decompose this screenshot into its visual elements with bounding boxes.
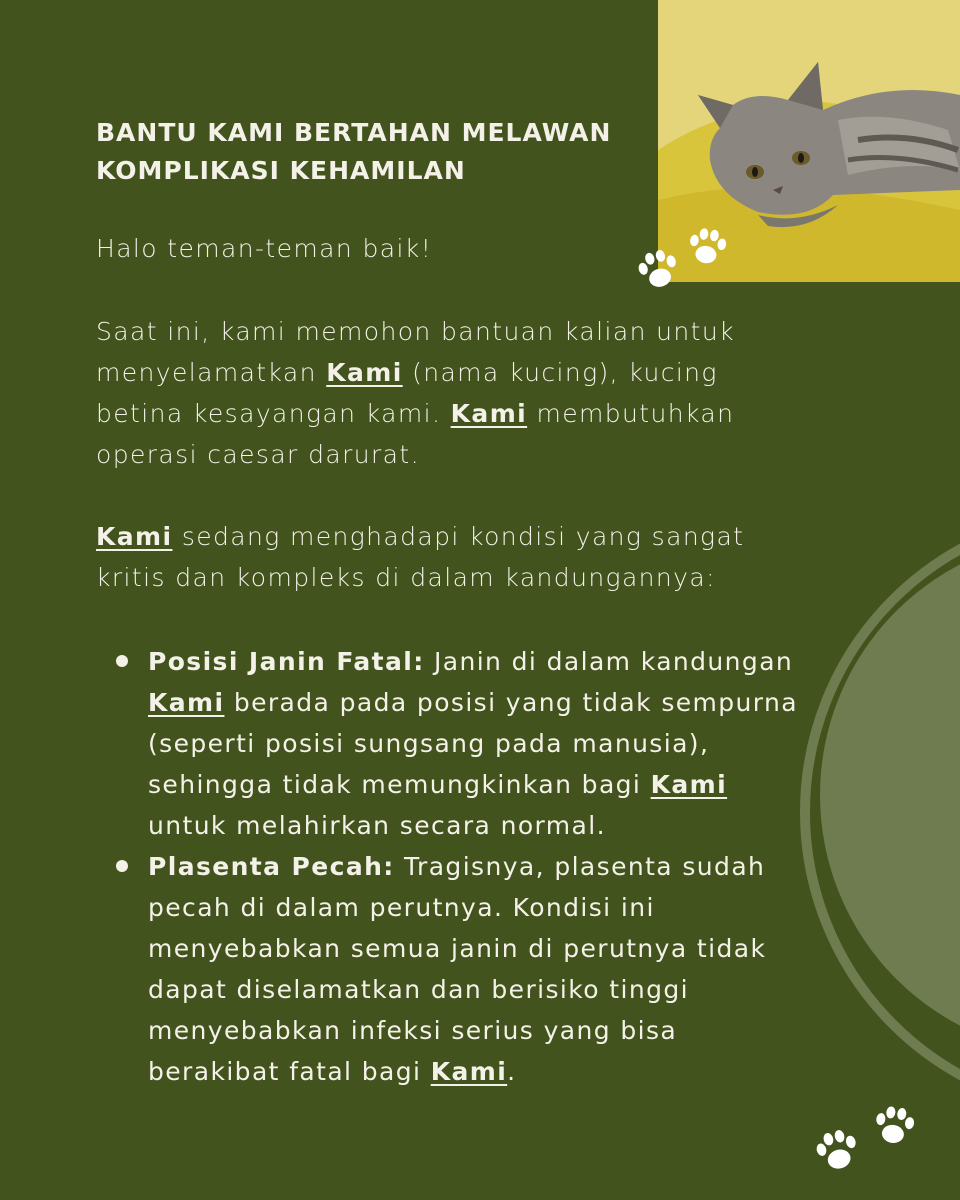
paw-print-icon [814,1128,860,1174]
bullet-icon [116,860,128,872]
cat-name: Kami [450,399,528,428]
text: Tragisnya, plasenta sudah pecah di dalam perutnya. Kondisi ini menyebabkan semua janin di perutnya tidak dapat diselamatkan dan berisiko tinggi menyebabkan infeksi serius yang bisa berakibat fatal bagi [148,852,767,1086]
cat-name: Kami [148,688,225,717]
text: berada pada posisi yang tidak sempurna (seperti posisi sungsang pada manusia), sehingga tidak memungkinkan bagi [148,688,798,799]
text: sedang menghadapi kondisi yang sangat kritis dan kompleks di dalam kandungannya: [96,522,745,592]
text: . [507,1057,517,1086]
list-item [108,641,798,846]
greeting: Halo teman-teman baik! [96,234,433,263]
cat-name: Kami [326,358,403,387]
text: (nama kucing), kucing betina kesayangan kami. [96,358,718,428]
cat-name: Kami [96,522,173,551]
paw-print-icon [872,1104,916,1148]
bullet-icon [116,655,128,667]
text: untuk melahirkan secara normal. [148,811,606,840]
page-title: BANTU KAMI BERTAHAN MELAWAN KOMPLIKASI KEHAMILAN [96,118,612,185]
text: Saat ini, kami memohon bantuan kalian untuk menyelamatkan [96,317,735,387]
intro-paragraph [96,311,786,475]
condition-paragraph [96,516,786,598]
list-item [108,846,798,1092]
list-term: Posisi Janin Fatal: [148,647,425,676]
list-term: Plasenta Pecah: [148,852,395,881]
cat-name: Kami [430,1057,508,1086]
condition-list [108,641,798,1092]
cat-name: Kami [650,770,728,799]
text: membutuhkan operasi caesar darurat. [96,399,735,469]
text: Janin di dalam kandungan [424,647,794,676]
